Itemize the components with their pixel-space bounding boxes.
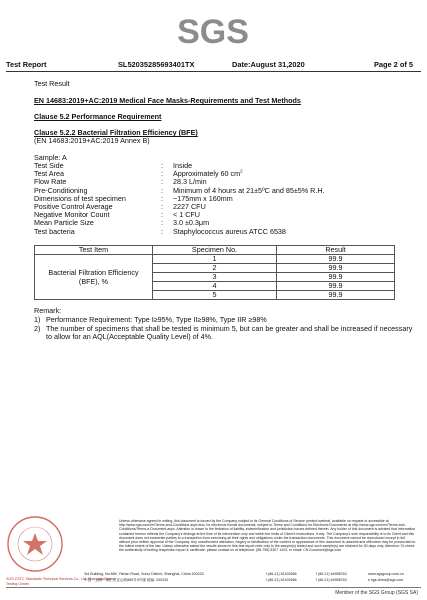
- specs-list: [34, 162, 394, 236]
- specimen-cell: 3: [153, 273, 277, 282]
- remark-text: The number of specimens that shall be tested is minimum 5, but can be greater and shall be increased if necessary to allow for an AQL(Acceptable Quality Level) of 4%.: [46, 323, 413, 342]
- spec-value: Inside: [173, 161, 193, 170]
- test-item-cell: Bacterial Filtration Efficiency (BFE), %: [35, 255, 153, 300]
- spec-superscript: 2: [240, 168, 243, 174]
- spec-label: Test Area: [34, 169, 64, 179]
- result-cell: 99.9: [277, 282, 395, 291]
- remark-text: Performance Requirement: Type I≥95%, Type II≥98%, Type IIR ≥98%: [46, 314, 267, 324]
- spec-value: 2227 CFU: [173, 201, 206, 211]
- email-link[interactable]: e sgs.china@sgs.com: [368, 578, 404, 582]
- spec-value: Minimum of 4 hours at 21±5ºC and 85±5% R.H.: [173, 185, 325, 195]
- spec-label: Test bacteria: [34, 226, 75, 236]
- subclause-heading: Clause 5.2.2 Bacterial Filtration Efficiency (BFE): [34, 128, 198, 137]
- spec-label: Positive Control Average: [34, 201, 113, 211]
- table-header: Test Item: [35, 246, 153, 255]
- page-indicator: Page 2 of 5: [373, 60, 413, 69]
- spec-colon: :: [161, 218, 163, 228]
- spec-label: Mean Particle Size: [34, 218, 94, 228]
- standard-heading: EN 14683:2019+AC:2019 Medical Face Masks-Requirements and Test Methods: [34, 96, 301, 105]
- specimen-cell: 4: [153, 282, 277, 291]
- member-note: Member of the SGS Group (SGS SA): [335, 590, 418, 596]
- specimen-cell: 5: [153, 291, 277, 300]
- spec-label: Flow Rate: [34, 177, 67, 187]
- spec-value: Staphylococcus aureus ATCC 6538: [173, 226, 286, 236]
- fax-1: f (86-21) 64958763: [316, 572, 347, 576]
- address-cn: 中国・上海・徐汇区宜山路889号3号楼 邮编: 200233: [84, 578, 169, 582]
- spec-colon: :: [161, 169, 163, 179]
- remarks-title: Remark:: [34, 306, 62, 315]
- specimen-cell: 1: [153, 255, 277, 264]
- sgs-logo-text: SGS: [177, 13, 249, 51]
- spec-value: Approximately 60 cm: [173, 169, 241, 179]
- spec-label: Negative Monitor Count: [34, 210, 110, 220]
- sgs-logo: [177, 5, 249, 53]
- spec-colon: :: [161, 185, 163, 195]
- specimen-cell: 2: [153, 264, 277, 273]
- fax-2: f (86-21) 64958763: [316, 578, 347, 582]
- phone-1: t (86-21) 61402666: [266, 572, 297, 576]
- spec-row: [34, 170, 394, 178]
- spec-colon: :: [161, 177, 163, 187]
- table-header: Result: [277, 246, 395, 255]
- footer-divider: [6, 587, 421, 588]
- spec-colon: :: [161, 201, 163, 211]
- clause-heading: Clause 5.2 Performance Requirement: [34, 112, 162, 121]
- authenticity-text: Attention: To check the authenticity of testing /inspection report & certificate, please contact us at telephone: (86-755) 8307 1443, or email: CN.Doccheck@sgs.com: [119, 544, 415, 553]
- header-divider: [6, 71, 421, 72]
- spec-label: Dimensions of test specimen: [34, 193, 126, 203]
- spec-label: Test Side: [34, 161, 64, 170]
- terms-fine-print: [119, 519, 417, 553]
- spec-value: 28.3 L/min: [173, 177, 207, 187]
- spec-value: < 1 CFU: [173, 210, 200, 220]
- remark-number: 2): [34, 323, 41, 333]
- spec-label: Pre-Conditioning: [34, 185, 88, 195]
- remarks-section: [34, 307, 414, 342]
- website-link[interactable]: www.sgsgroup.com.cn: [368, 572, 404, 576]
- report-number: SL52035285693401TX: [118, 60, 195, 69]
- table-header: Specimen No.: [153, 246, 277, 255]
- remark-number: 1): [34, 314, 41, 324]
- sample-label: Sample: A: [34, 153, 67, 162]
- spec-row: [34, 228, 394, 236]
- subclause-reference: (EN 14683:2019+AC:2019 Annex B): [34, 136, 150, 145]
- report-date: Date:August 31,2020: [232, 60, 305, 69]
- remark-item: [34, 325, 414, 343]
- testing-company-sub: Testing Center: [6, 582, 30, 586]
- result-cell: 99.9: [277, 291, 395, 300]
- spec-value: 3.0 ±0.3μm: [173, 218, 210, 228]
- official-seal-icon: [6, 515, 64, 573]
- terms-text: Unless otherwise agreed in writing, this document is issued by the Company subject to its General Conditions of Service printed overleaf, available on request or accessible at http://www.sgs.com/en/Terms-and-Conditions.aspx and, for electronic format documents, subject to Terms and Conditions for Electronic Documents at http://www.sgs.com/en/Terms-and-Conditions/Terms-e-Document.aspx. Attention is drawn to the limitation of liability, indemnification and jurisdiction issues defined therein. Any holder of this document is advised that information contained hereon reflects the Company's findings at the time of its intervention only and within the limits of Client's instructions, if any. The Company's sole responsibility is to its Client and this document does not exonerate parties to a transaction from exercising all their rights and obligations under the transaction documents. This document cannot be reproduced except in full, without prior written approval of the Company. Any unauthorized alteration, forgery or falsification of the content or appearance of this document is unlawful and offenders may be prosecuted to the fullest extent of the law. Unless otherwise stated the results shown in this test report refer only to the sample(s) tested and such sample(s) are retained for 30 days only.: [119, 519, 416, 549]
- spec-value: ~175mm x 160mm: [173, 193, 233, 203]
- testing-company-text: SGS-CSTC Standards Technical Services Co., Ltd. Shanghai Branch: [6, 577, 116, 581]
- phone-2: t (86-21) 61402666: [266, 578, 297, 582]
- result-cell: 99.9: [277, 255, 395, 264]
- spec-colon: :: [161, 193, 163, 203]
- results-table: [34, 245, 395, 300]
- report-label: Test Report: [6, 60, 47, 69]
- spec-colon: :: [161, 210, 163, 220]
- address-en: 3rd Building, No.889, Yishan Road, Xuhui District, Shanghai, China 200233: [84, 572, 204, 576]
- result-cell: 99.9: [277, 273, 395, 282]
- result-cell: 99.9: [277, 264, 395, 273]
- test-result-title: Test Result: [34, 79, 70, 88]
- spec-colon: :: [161, 161, 163, 170]
- spec-colon: :: [161, 226, 163, 236]
